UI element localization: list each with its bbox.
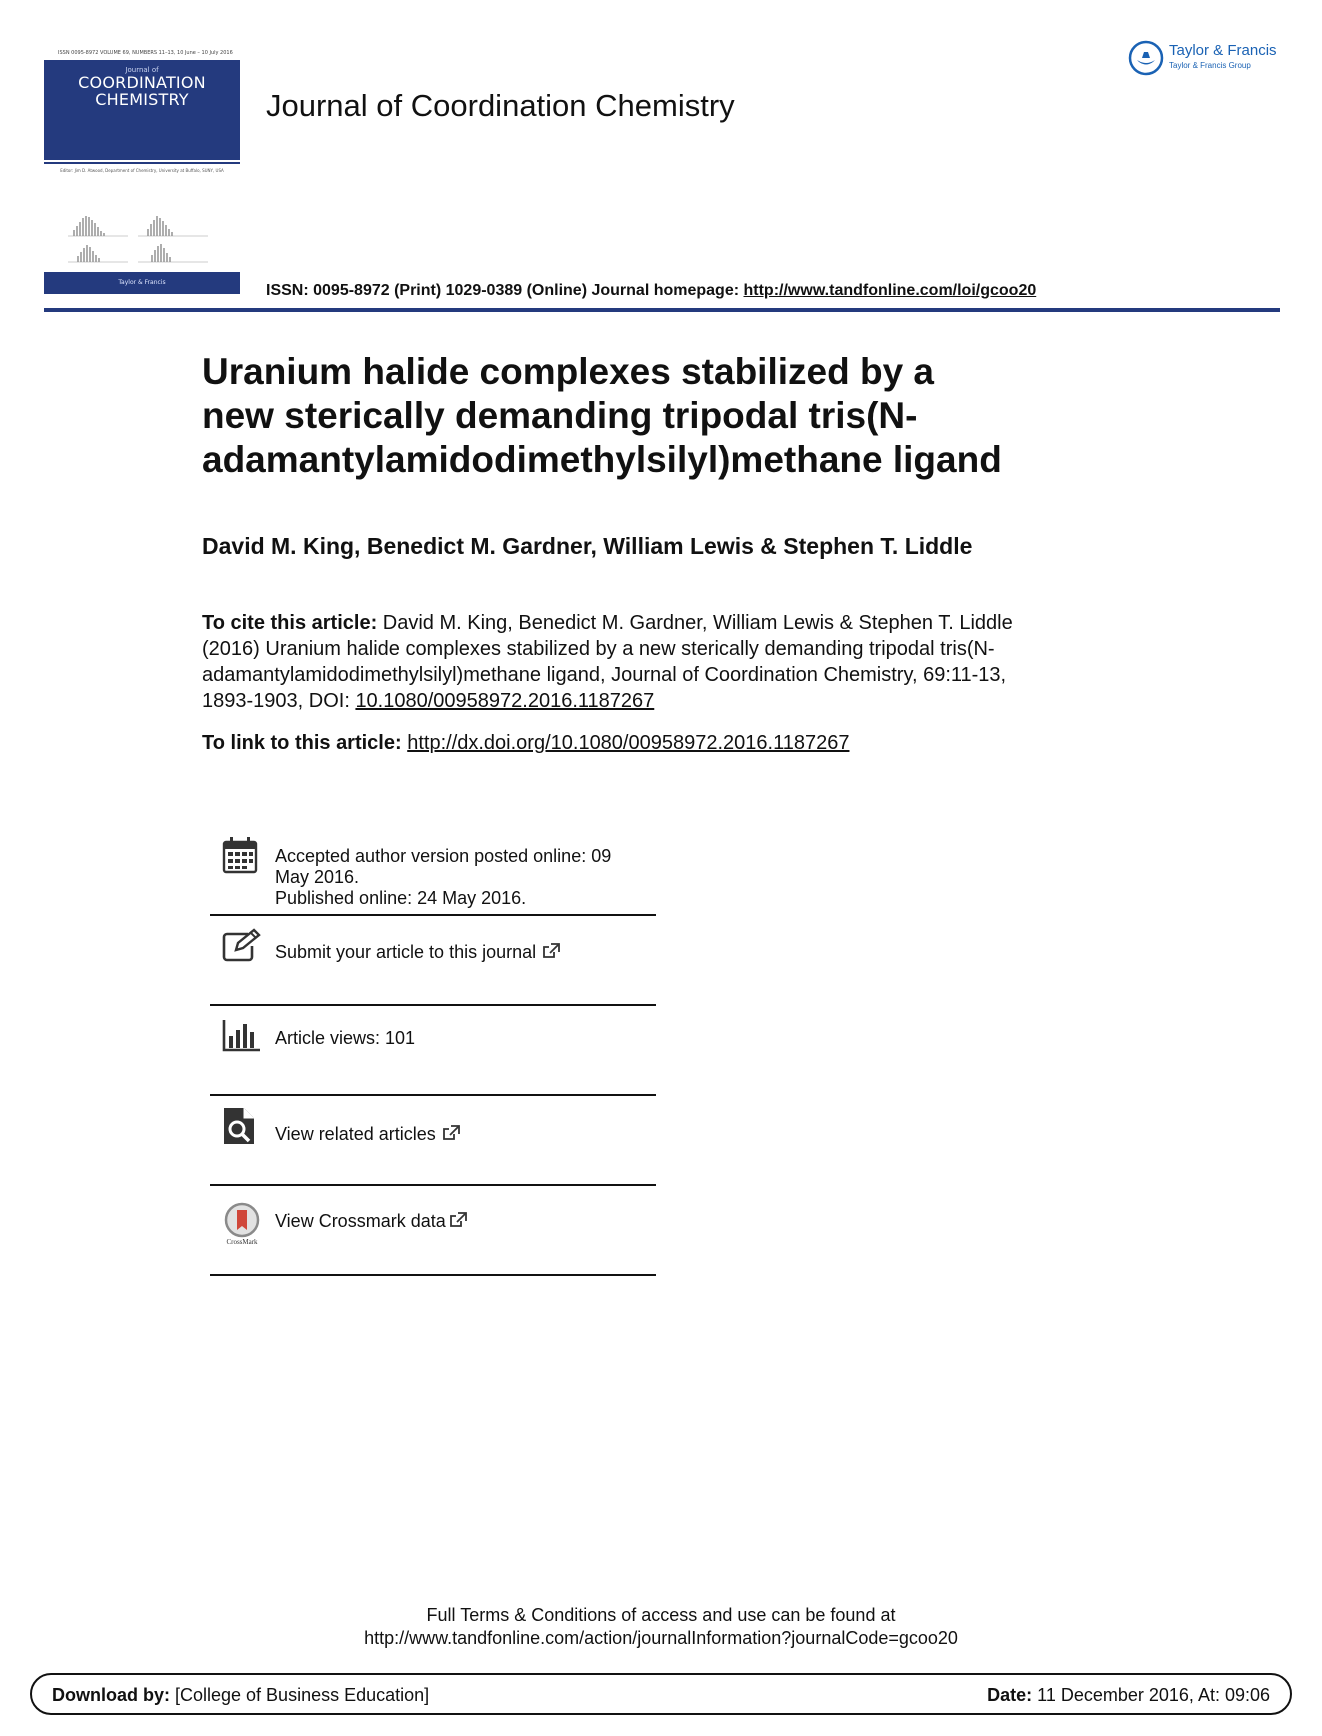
journal-homepage-link[interactable]: http://www.tandfonline.com/loi/gcoo20 [743, 282, 1037, 299]
link-label: To link to this article: [202, 732, 408, 754]
bar-chart-icon [222, 1020, 262, 1052]
tf-emblem-icon [1128, 40, 1164, 76]
date-label: Date: [987, 1685, 1033, 1705]
publisher-name: Taylor & Francis [1169, 42, 1277, 59]
info-row-views [210, 1006, 656, 1096]
cite-line1: David M. King, Benedict M. Gardner, William Lewis & Stephen T. Liddle [377, 612, 1013, 634]
external-link-icon [542, 943, 560, 959]
journal-title: Journal of Coordination Chemistry [266, 88, 735, 123]
article-info-box [210, 834, 656, 1276]
date-value: 11 December 2016, At: 09:06 [1032, 1685, 1270, 1705]
issn-line [266, 282, 1036, 300]
download-label: Download by: [52, 1685, 170, 1705]
journal-cover [44, 50, 240, 294]
cite-line4: 1893-1903, DOI: [202, 690, 356, 712]
cover-footer: Taylor & Francis [44, 272, 240, 294]
external-link-icon [449, 1212, 467, 1228]
info-row-dates [210, 834, 656, 916]
cover-divider [44, 162, 240, 164]
published-date: Published online: 24 May 2016. [275, 888, 527, 908]
cite-label: To cite this article: [202, 612, 378, 634]
info-row-related[interactable] [210, 1096, 656, 1186]
article-views: Article views: 101 [275, 1028, 416, 1048]
cover-meta: ISSN 0095-8972 VOLUME 69, NUMBERS 11–13, 10 June – 10 July 2016 [58, 50, 233, 56]
cover-small-title: Journal of [125, 66, 159, 74]
crossmark-logo-text: CrossMark [226, 1238, 258, 1246]
article-title [202, 350, 1102, 482]
article-link[interactable]: http://dx.doi.org/10.1080/00958972.2016.1187267 [407, 732, 850, 754]
crossmark-icon [222, 1202, 262, 1246]
cover-title-band [44, 60, 240, 160]
cover-title-line1: COORDINATION [78, 73, 206, 92]
issn-text: ISSN: 0095-8972 (Print) 1029-0389 (Online) Journal homepage: [266, 282, 744, 299]
article-authors: David M. King, Benedict M. Gardner, William Lewis & Stephen T. Liddle [202, 533, 973, 559]
cover-title-line2: CHEMISTRY [95, 90, 189, 109]
terms-line1: Full Terms & Conditions of access and use can be found at [426, 1605, 896, 1625]
accepted-line1: Accepted author version posted online: 09 [275, 846, 612, 866]
edit-icon [222, 928, 262, 962]
doi-link[interactable]: 10.1080/00958972.2016.1187267 [355, 690, 655, 712]
terms-block [0, 1604, 1322, 1650]
cite-line3: adamantylamidodimethylsilyl)methane ligand, Journal of Coordination Chemistry, 69:11-13, [202, 664, 1007, 686]
accepted-line2: May 2016. [275, 867, 360, 887]
article-title-line1: Uranium halide complexes stabilized by a [202, 351, 935, 392]
document-search-icon [222, 1106, 256, 1146]
article-title-line2: new sterically demanding tripodal tris(N- [202, 395, 918, 436]
cover-spectra-image [68, 210, 218, 266]
cite-line2: (2016) Uranium halide complexes stabilized by a new sterically demanding tripodal tris(N- [202, 638, 995, 660]
calendar-icon [222, 836, 258, 874]
article-link-line [202, 732, 849, 755]
download-bar [30, 1673, 1292, 1715]
info-dates-text [275, 846, 611, 909]
info-row-crossmark[interactable] [210, 1186, 656, 1276]
download-value: [College of Business Education] [170, 1685, 430, 1705]
info-row-submit[interactable] [210, 916, 656, 1006]
header-rule [44, 308, 1280, 312]
publisher-group: Taylor & Francis Group [1169, 61, 1251, 70]
external-link-icon [442, 1125, 460, 1141]
terms-url[interactable]: http://www.tandfonline.com/action/journalInformation?journalCode=gcoo20 [364, 1628, 958, 1648]
article-title-line3: adamantylamidodimethylsilyl)methane ligand [202, 439, 1002, 480]
submit-article-link[interactable]: Submit your article to this journal [275, 942, 537, 962]
related-articles-link[interactable]: View related articles [275, 1124, 436, 1144]
cover-editor: Editor: Jim D. Atwood, Department of Chemistry, University at Buffalo, SUNY, USA [60, 168, 224, 173]
citation-block [202, 610, 1102, 714]
crossmark-link[interactable]: View Crossmark data [275, 1211, 446, 1231]
